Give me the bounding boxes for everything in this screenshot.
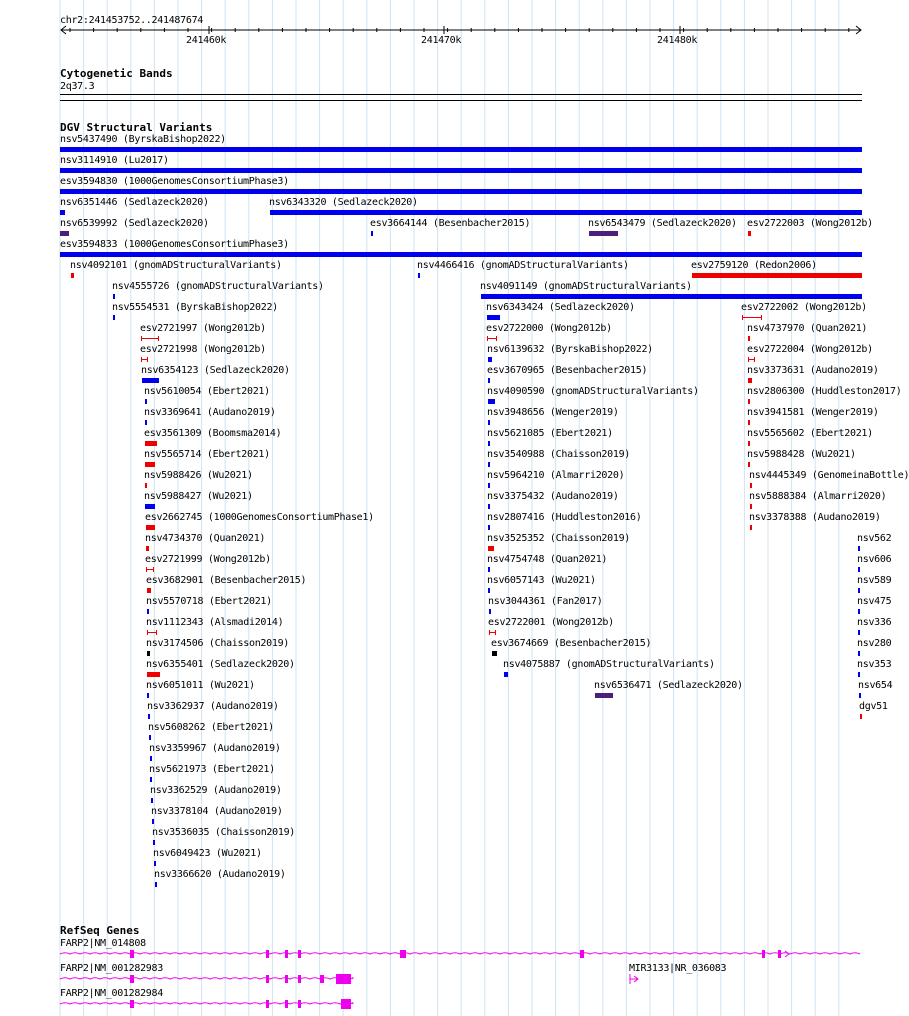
variant-label[interactable]: nsv3362529 (Audano2019) (150, 785, 282, 796)
variant-label[interactable]: nsv3378104 (Audano2019) (151, 806, 283, 817)
ruler-tick-label: 241470k (421, 35, 462, 46)
variant-bar[interactable] (487, 315, 500, 320)
variant-label[interactable]: nsv6049423 (Wu2021) (153, 848, 262, 859)
variant-label[interactable]: nsv475 (857, 596, 892, 607)
variant-label[interactable]: nsv3948656 (Wenger2019) (487, 407, 619, 418)
variant-label[interactable]: nsv3359967 (Audano2019) (149, 743, 281, 754)
variant-label[interactable]: nsv5437490 (ByrskaBishop2022) (60, 134, 226, 145)
variant-label[interactable]: esv3682901 (Besenbacher2015) (146, 575, 307, 586)
variant-bar[interactable] (692, 273, 862, 278)
variant-label[interactable]: esv2662745 (1000GenomesConsortiumPhase1) (145, 512, 374, 523)
variant-label[interactable]: nsv4091149 (gnomADStructuralVariants) (480, 281, 692, 292)
variant-bar[interactable] (488, 483, 490, 488)
variant-bar[interactable] (481, 294, 862, 299)
variant-label[interactable]: nsv4555726 (gnomADStructuralVariants) (112, 281, 324, 292)
variant-bar[interactable] (147, 588, 151, 593)
variant-label[interactable]: nsv336 (857, 617, 892, 628)
variant-bar[interactable] (750, 525, 752, 530)
variant-bar[interactable] (148, 714, 150, 719)
variant-bar[interactable] (748, 399, 750, 404)
variant-bar[interactable] (145, 504, 155, 509)
variant-bar[interactable] (147, 609, 149, 614)
variant-label[interactable]: nsv3373631 (Audano2019) (747, 365, 879, 376)
variant-bar[interactable] (748, 462, 750, 467)
variant-bar[interactable] (150, 777, 152, 782)
variant-label[interactable]: nsv3114910 (Lu2017) (60, 155, 169, 166)
cytoband-label: 2q37.3 (60, 81, 95, 92)
variant-label[interactable]: nsv4092101 (gnomADStructuralVariants) (70, 260, 282, 271)
variant-label[interactable]: nsv6351446 (Sedlazeck2020) (60, 197, 209, 208)
variant-bar[interactable] (154, 861, 156, 866)
variant-label[interactable]: nsv3540988 (Chaisson2019) (487, 449, 631, 460)
variant-bar[interactable] (748, 336, 750, 341)
variant-label[interactable]: nsv3536035 (Chaisson2019) (152, 827, 296, 838)
variant-label[interactable]: nsv6057143 (Wu2021) (487, 575, 596, 586)
variant-label[interactable]: nsv4466416 (gnomADStructuralVariants) (417, 260, 629, 271)
dgv-track-title: DGV Structural Variants (60, 121, 213, 134)
variant-interval-line (142, 359, 147, 360)
variant-label[interactable]: esv2721998 (Wong2012b) (140, 344, 266, 355)
variant-bar[interactable] (750, 504, 752, 509)
variant-label[interactable]: nsv5888384 (Almarri2020) (749, 491, 887, 502)
variant-label[interactable]: nsv5565714 (Ebert2021) (144, 449, 270, 460)
variant-bar[interactable] (145, 420, 147, 425)
variant-bar[interactable] (60, 231, 69, 236)
variant-bar[interactable] (146, 546, 149, 551)
variant-bar[interactable] (145, 399, 147, 404)
variant-label[interactable]: nsv606 (857, 554, 892, 565)
variant-label[interactable]: nsv4090590 (gnomADStructuralVariants) (487, 386, 699, 397)
variant-bar[interactable] (488, 525, 490, 530)
variant-label[interactable]: nsv6354123 (Sedlazeck2020) (141, 365, 290, 376)
variant-label[interactable]: nsv1112343 (Alsmadi2014) (146, 617, 284, 628)
variant-label[interactable]: nsv5570718 (Ebert2021) (146, 596, 272, 607)
variant-label[interactable]: nsv4737970 (Quan2021) (747, 323, 868, 334)
variant-bar[interactable] (147, 693, 149, 698)
variant-bar[interactable] (488, 441, 490, 446)
variant-label[interactable]: nsv6343320 (Sedlazeck2020) (269, 197, 418, 208)
variant-label[interactable]: nsv2807416 (Huddleston2016) (487, 512, 642, 523)
variant-bar[interactable] (142, 378, 159, 383)
variant-bar[interactable] (488, 420, 490, 425)
variant-label[interactable]: nsv3174506 (Chaisson2019) (146, 638, 290, 649)
ruler-tick-label: 241480k (657, 35, 698, 46)
variant-bar[interactable] (748, 378, 752, 383)
variant-label[interactable]: nsv3044361 (Fan2017) (488, 596, 603, 607)
variant-bar[interactable] (748, 441, 750, 446)
variant-bar[interactable] (488, 399, 495, 404)
variant-interval-glyph[interactable] (147, 630, 157, 635)
variant-label[interactable]: nsv4075887 (gnomADStructuralVariants) (503, 659, 715, 670)
variant-label[interactable]: esv3664144 (Besenbacher2015) (370, 218, 531, 229)
variant-label[interactable]: nsv5964210 (Almarri2020) (487, 470, 625, 481)
variant-bar[interactable] (155, 882, 157, 887)
variant-bar[interactable] (488, 462, 490, 467)
variant-bar[interactable] (145, 441, 157, 446)
variant-interval-line (488, 338, 496, 339)
variant-label[interactable]: esv2722002 (Wong2012b) (741, 302, 867, 313)
variant-bar[interactable] (858, 546, 860, 551)
variant-bar[interactable] (750, 483, 752, 488)
variant-bar[interactable] (488, 546, 494, 551)
variant-label[interactable]: esv2722004 (Wong2012b) (747, 344, 873, 355)
variant-label[interactable]: nsv4754748 (Quan2021) (487, 554, 608, 565)
variant-bar[interactable] (488, 567, 490, 572)
variant-bar[interactable] (748, 231, 751, 236)
variant-label[interactable]: esv3561309 (Boomsma2014) (144, 428, 282, 439)
variant-bar[interactable] (748, 420, 750, 425)
variant-label[interactable]: nsv5621085 (Ebert2021) (487, 428, 613, 439)
ruler-tick-label: 241460k (186, 35, 227, 46)
variant-label[interactable]: nsv4734370 (Quan2021) (145, 533, 266, 544)
variant-label[interactable]: nsv6343424 (Sedlazeck2020) (486, 302, 635, 313)
variant-label[interactable]: esv2721997 (Wong2012b) (140, 323, 266, 334)
variant-bar[interactable] (145, 462, 155, 467)
variant-label[interactable]: nsv6051011 (Wu2021) (146, 680, 255, 691)
variant-label[interactable]: nsv6543479 (Sedlazeck2020) (588, 218, 737, 229)
variant-bar[interactable] (150, 756, 152, 761)
variant-interval-line (148, 632, 156, 633)
variant-label[interactable]: nsv3525352 (Chaisson2019) (487, 533, 631, 544)
variant-label[interactable]: nsv280 (857, 638, 892, 649)
variant-label[interactable]: esv3594833 (1000GenomesConsortiumPhase3) (60, 239, 289, 250)
variant-label[interactable]: nsv5608262 (Ebert2021) (148, 722, 274, 733)
variant-bar[interactable] (149, 735, 151, 740)
variant-bar[interactable] (859, 693, 861, 698)
cytoband-line (60, 94, 862, 95)
variant-bar[interactable] (489, 609, 491, 614)
variant-bar[interactable] (153, 840, 155, 845)
gene-label[interactable]: FARP2|NM_001282984 (60, 988, 163, 999)
variant-interval-glyph[interactable] (146, 567, 154, 572)
variant-interval-glyph[interactable] (141, 336, 159, 341)
variant-label[interactable]: esv3674669 (Besenbacher2015) (491, 638, 652, 649)
gene-label[interactable]: FARP2|NM_014808 (60, 938, 146, 949)
variant-bar[interactable] (488, 378, 490, 383)
variant-label[interactable]: nsv6536471 (Sedlazeck2020) (594, 680, 743, 691)
variant-label[interactable]: nsv353 (857, 659, 892, 670)
variant-bar[interactable] (504, 672, 508, 677)
variant-bar[interactable] (488, 357, 492, 362)
variant-bar[interactable] (595, 693, 613, 698)
variant-label[interactable]: esv2722000 (Wong2012b) (486, 323, 612, 334)
variant-interval-glyph[interactable] (742, 315, 762, 320)
variant-interval-glyph[interactable] (489, 630, 496, 635)
variant-interval-glyph[interactable] (748, 357, 755, 362)
variant-label[interactable]: nsv3369641 (Audano2019) (144, 407, 276, 418)
variant-interval-glyph[interactable] (141, 357, 148, 362)
variant-bar[interactable] (371, 231, 373, 236)
variant-bar[interactable] (488, 504, 490, 509)
variant-bar[interactable] (151, 798, 153, 803)
variant-label[interactable]: nsv3375432 (Audano2019) (487, 491, 619, 502)
variant-label[interactable]: nsv3366620 (Audano2019) (154, 869, 286, 880)
variant-bar[interactable] (858, 609, 860, 614)
variant-label[interactable]: nsv3378388 (Audano2019) (749, 512, 881, 523)
variant-label[interactable]: nsv6355401 (Sedlazeck2020) (146, 659, 295, 670)
variant-label[interactable]: nsv654 (858, 680, 893, 691)
variant-bar[interactable] (60, 210, 65, 215)
variant-bar[interactable] (152, 819, 154, 824)
variant-label[interactable]: nsv5610054 (Ebert2021) (144, 386, 270, 397)
variant-label[interactable]: nsv5554531 (ByrskaBishop2022) (112, 302, 278, 313)
variant-bar[interactable] (418, 273, 420, 278)
variant-bar[interactable] (492, 651, 497, 656)
variant-label[interactable]: esv2759120 (Redon2006) (691, 260, 817, 271)
variant-interval-line (147, 569, 153, 570)
variant-bar[interactable] (858, 630, 860, 635)
variant-bar[interactable] (858, 651, 860, 656)
variant-bar[interactable] (146, 525, 155, 530)
variant-bar[interactable] (147, 651, 150, 656)
variant-label[interactable]: nsv5988426 (Wu2021) (144, 470, 253, 481)
variant-label[interactable]: nsv5621973 (Ebert2021) (149, 764, 275, 775)
variant-label[interactable]: nsv2806300 (Huddleston2017) (747, 386, 902, 397)
variant-bar[interactable] (113, 294, 115, 299)
variant-interval-line (749, 359, 754, 360)
variant-interval-line (490, 632, 495, 633)
variant-bar[interactable] (858, 672, 860, 677)
variant-label[interactable]: nsv4445349 (GenomeinaBottle) (749, 470, 909, 481)
variant-bar[interactable] (60, 189, 862, 194)
variant-label[interactable]: nsv5988427 (Wu2021) (144, 491, 253, 502)
variant-label[interactable]: nsv5988428 (Wu2021) (747, 449, 856, 460)
variant-label[interactable]: nsv6539992 (Sedlazeck2020) (60, 218, 209, 229)
variant-bar[interactable] (858, 588, 860, 593)
variant-bar[interactable] (145, 483, 147, 488)
cytoband-track-title: Cytogenetic Bands (60, 67, 173, 80)
variant-interval-line (142, 338, 158, 339)
variant-label[interactable]: esv2722001 (Wong2012b) (488, 617, 614, 628)
gene-label[interactable]: MIR3133|NR_036083 (629, 963, 727, 974)
variant-bar[interactable] (60, 168, 862, 173)
cytoband-line (60, 100, 862, 101)
variant-bar[interactable] (60, 252, 862, 257)
variant-bar[interactable] (858, 567, 860, 572)
variant-label[interactable]: esv2722003 (Wong2012b) (747, 218, 873, 229)
variant-bar[interactable] (488, 588, 490, 593)
variant-label[interactable]: esv3670965 (Besenbacher2015) (487, 365, 648, 376)
variant-bar[interactable] (860, 714, 862, 719)
variant-bar[interactable] (113, 315, 115, 320)
variant-label[interactable]: esv2721999 (Wong2012b) (145, 554, 271, 565)
variant-interval-line (743, 317, 761, 318)
gene-label[interactable]: FARP2|NM_001282983 (60, 963, 163, 974)
variant-label[interactable]: esv3594830 (1000GenomesConsortiumPhase3) (60, 176, 289, 187)
variant-label[interactable]: nsv5565602 (Ebert2021) (747, 428, 873, 439)
refseq-track-title: RefSeq Genes (60, 924, 140, 937)
variant-label[interactable]: nsv3362937 (Audano2019) (147, 701, 279, 712)
variant-bar[interactable] (147, 672, 160, 677)
variant-bar[interactable] (589, 231, 618, 236)
variant-bar[interactable] (60, 147, 862, 152)
variant-bar[interactable] (71, 273, 74, 278)
ruler-location: chr2:241453752..241487674 (60, 15, 204, 26)
variant-interval-glyph[interactable] (487, 336, 497, 341)
variant-label[interactable]: nsv6139632 (ByrskaBishop2022) (487, 344, 653, 355)
variant-label[interactable]: dgv51 (859, 701, 888, 712)
variant-label[interactable]: nsv3941581 (Wenger2019) (747, 407, 879, 418)
variant-label[interactable]: nsv589 (857, 575, 892, 586)
variant-label[interactable]: nsv562 (857, 533, 892, 544)
variant-bar[interactable] (270, 210, 862, 215)
